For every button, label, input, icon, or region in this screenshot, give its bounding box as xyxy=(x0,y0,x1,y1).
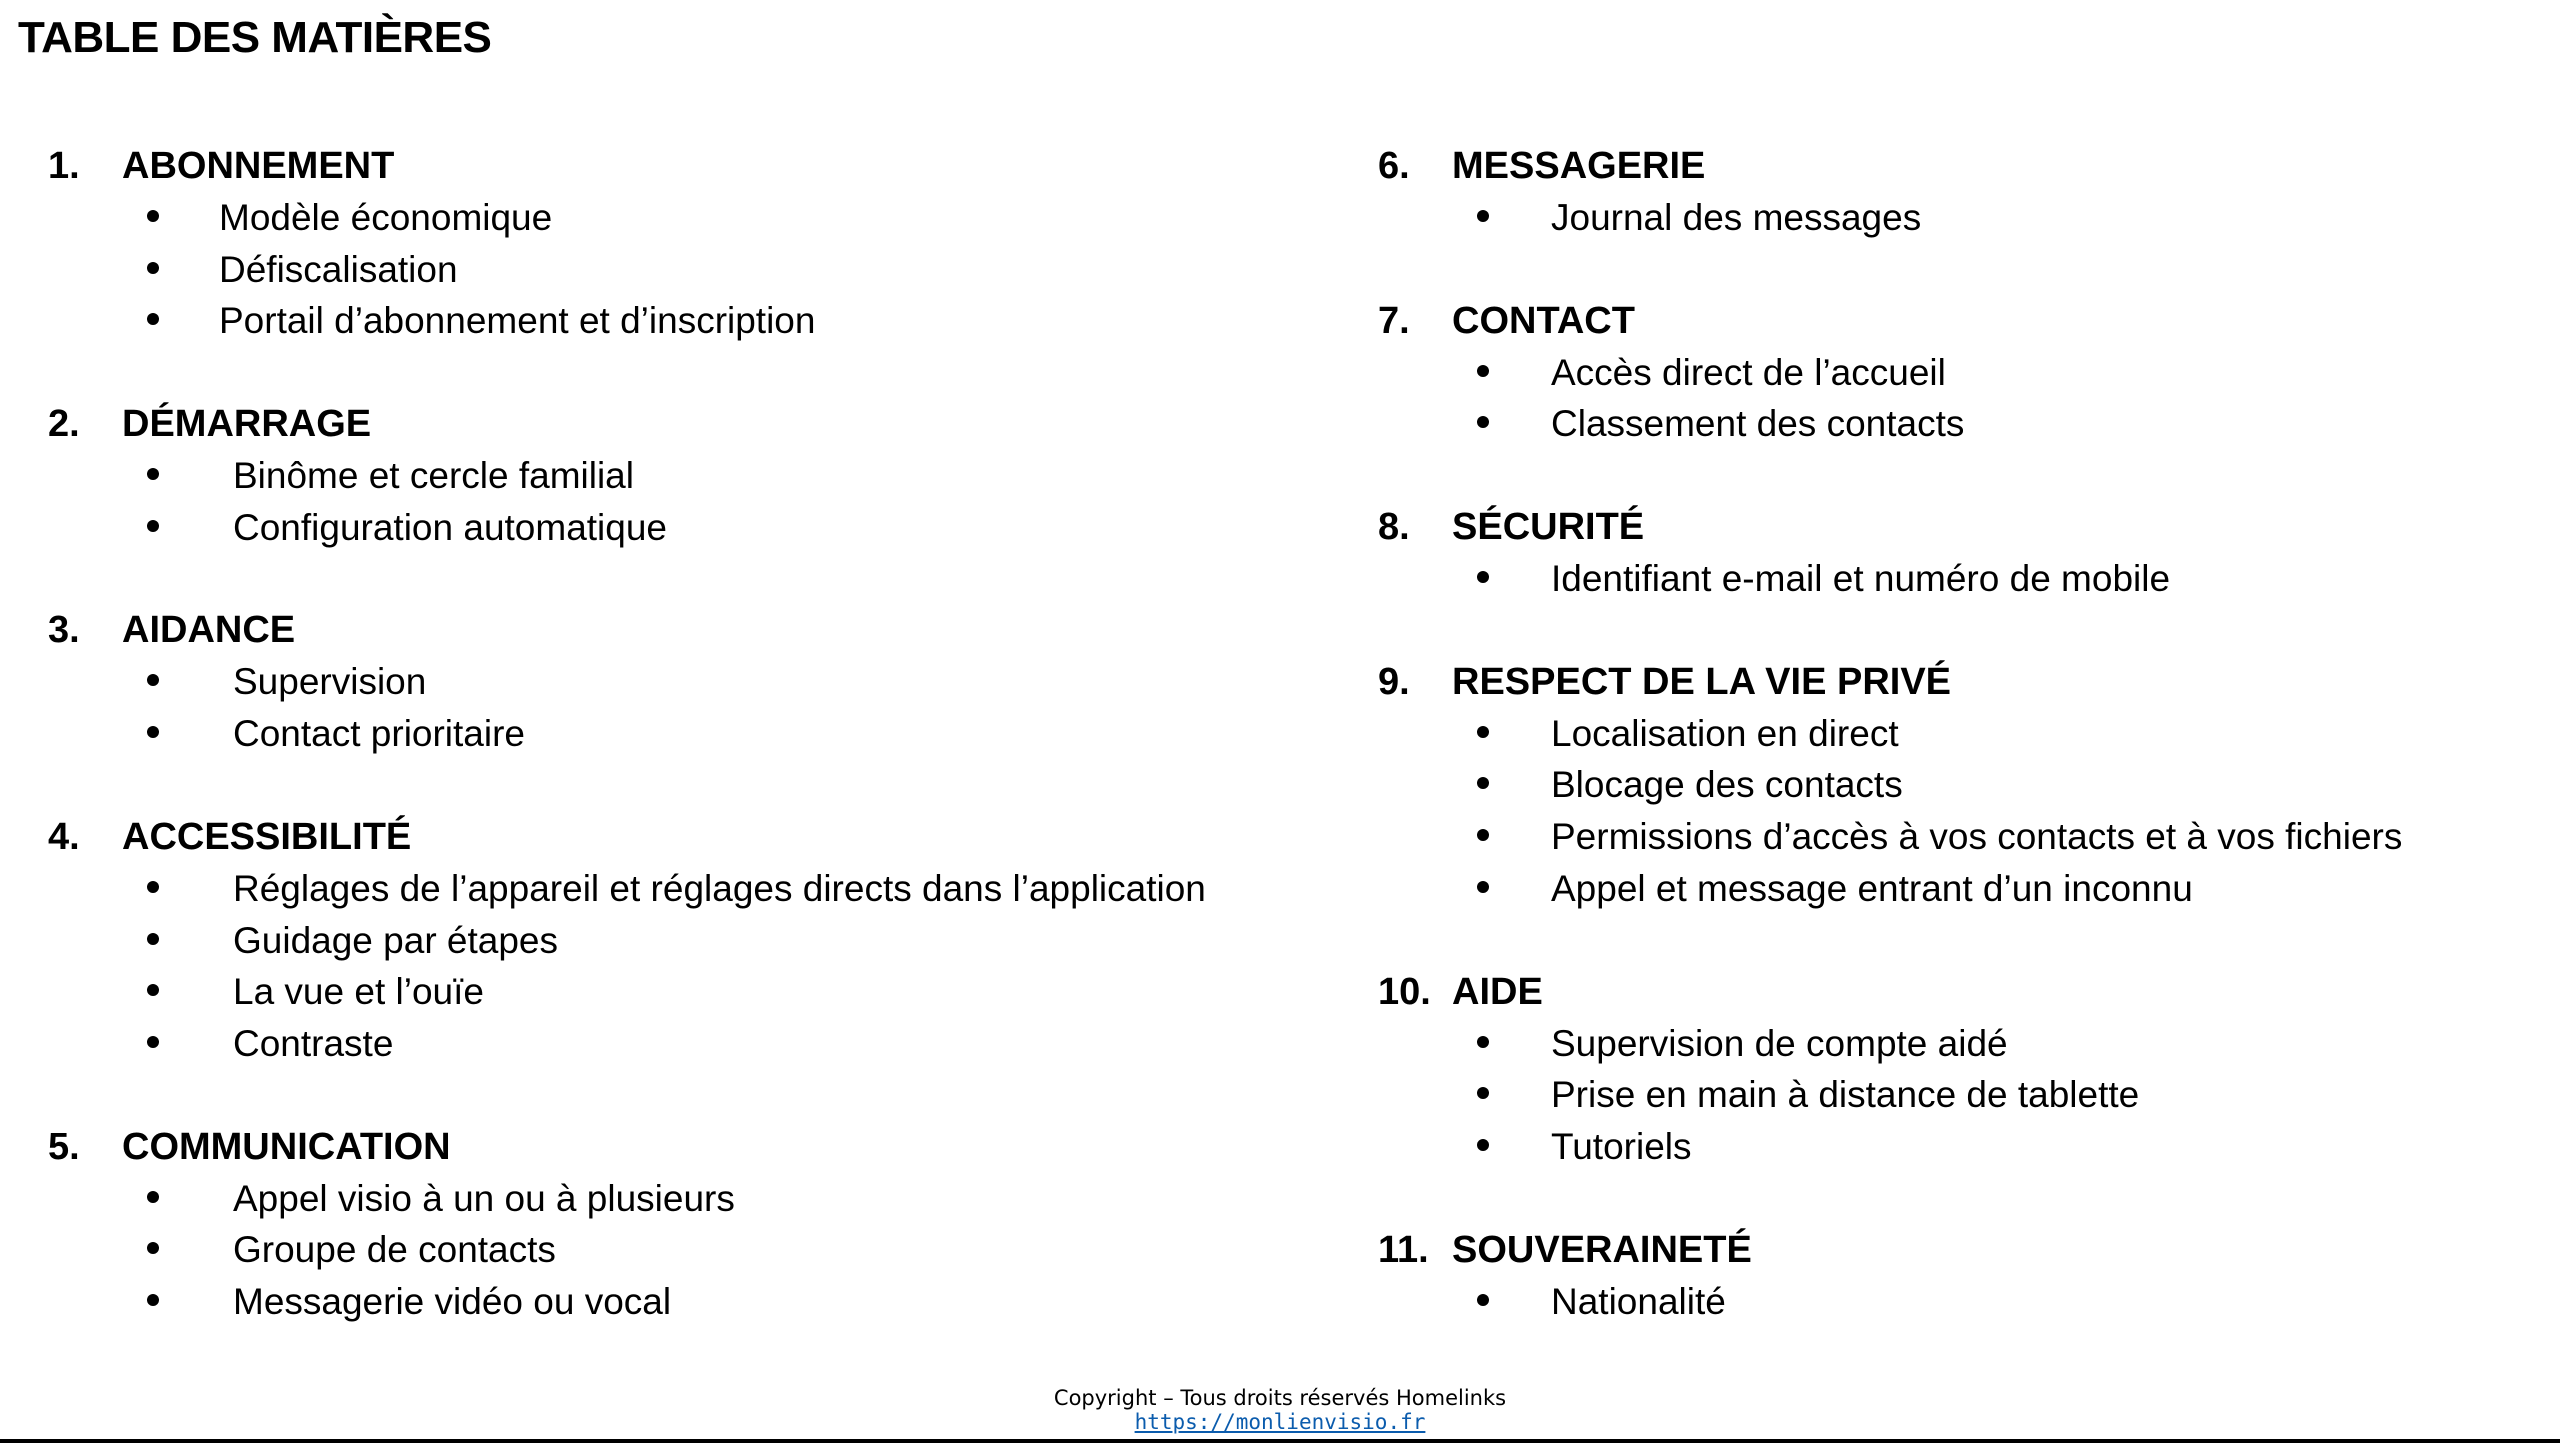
list-item-text: Accès direct de l’accueil xyxy=(1551,351,1946,393)
toc-section-vie-privee xyxy=(1378,656,2528,915)
toc-section-messagerie xyxy=(1378,140,2528,244)
section-label: CONTACT xyxy=(1452,299,1635,342)
section-label: COMMUNICATION xyxy=(122,1125,451,1168)
section-items xyxy=(1378,347,2528,450)
section-items xyxy=(1378,1276,2528,1328)
list-item xyxy=(1378,1276,2528,1328)
list-item-text: Modèle économique xyxy=(219,197,553,238)
section-number: 4. xyxy=(48,815,80,858)
list-item-text: Guidage par étapes xyxy=(233,919,559,961)
bullet-icon xyxy=(1477,416,1489,428)
bullet-icon xyxy=(147,674,159,686)
list-item-text: Nationalité xyxy=(1551,1280,1726,1322)
website-link[interactable]: https://monlienvisio.fr xyxy=(1134,1410,1426,1434)
list-item-text: Contraste xyxy=(233,1022,394,1064)
section-number: 3. xyxy=(48,609,80,652)
toc-section-aide xyxy=(1378,966,2528,1173)
section-label: SOUVERAINETÉ xyxy=(1452,1228,1752,1271)
list-item xyxy=(1378,1069,2528,1121)
list-item xyxy=(48,863,1338,915)
list-item xyxy=(48,915,1338,967)
list-item xyxy=(48,450,1338,502)
bullet-icon xyxy=(147,1294,159,1306)
bullet-icon xyxy=(1477,881,1489,893)
list-item-text: Supervision xyxy=(233,661,427,703)
list-item xyxy=(48,708,1338,760)
section-label: RESPECT DE LA VIE PRIVÉ xyxy=(1452,660,1952,703)
list-item-text: Localisation en direct xyxy=(1551,712,1899,754)
section-label: ABONNEMENT xyxy=(122,145,395,187)
list-item-text: Identifiant e-mail et numéro de mobile xyxy=(1551,558,2171,600)
list-item xyxy=(48,966,1338,1018)
section-label: AIDANCE xyxy=(122,609,296,652)
list-item xyxy=(1378,863,2528,915)
section-number: 2. xyxy=(48,403,80,446)
bottom-divider xyxy=(0,1439,2560,1443)
section-items xyxy=(1378,192,2528,244)
bullet-icon xyxy=(147,468,159,480)
list-item xyxy=(48,1276,1338,1328)
bullet-icon xyxy=(1477,571,1489,583)
list-item xyxy=(48,192,1338,244)
bullet-icon xyxy=(147,1191,159,1203)
section-items xyxy=(1378,553,2528,605)
toc-section-demarrage xyxy=(48,398,1338,553)
list-item-text: Appel visio à un ou à plusieurs xyxy=(233,1177,735,1219)
list-item-text: La vue et l’ouïe xyxy=(233,971,484,1013)
section-label: MESSAGERIE xyxy=(1452,145,1706,187)
section-items xyxy=(1378,1018,2528,1173)
section-number: 6. xyxy=(1378,145,1410,187)
bullet-icon xyxy=(1477,777,1489,789)
section-header xyxy=(1378,501,2528,553)
section-header xyxy=(1378,140,2528,192)
bullet-icon xyxy=(1477,726,1489,738)
section-label: DÉMARRAGE xyxy=(122,403,372,446)
list-item-text: Réglages de l’appareil et réglages directs dans l’application xyxy=(233,867,1206,909)
list-item xyxy=(1378,1121,2528,1173)
toc-right-column xyxy=(1378,140,2528,1378)
section-header xyxy=(1378,295,2528,347)
list-item-text: Supervision de compte aidé xyxy=(1551,1022,2008,1064)
section-number: 5. xyxy=(48,1125,80,1168)
toc-section-communication xyxy=(48,1121,1338,1328)
section-label: SÉCURITÉ xyxy=(1452,506,1645,549)
list-item-text: Configuration automatique xyxy=(233,506,668,548)
bullet-icon xyxy=(1477,829,1489,841)
bullet-icon xyxy=(1477,1087,1489,1099)
section-number: 11. xyxy=(1378,1228,1429,1271)
list-item xyxy=(48,1224,1338,1276)
bullet-icon xyxy=(147,984,159,996)
section-number: 7. xyxy=(1378,299,1410,342)
bullet-icon xyxy=(147,1242,159,1254)
list-item-text: Défiscalisation xyxy=(219,248,458,290)
bullet-icon xyxy=(147,881,159,893)
section-header xyxy=(48,140,1338,192)
list-item-text: Contact prioritaire xyxy=(233,713,526,755)
bullet-icon xyxy=(1477,365,1489,377)
list-item xyxy=(1378,1018,2528,1070)
section-header xyxy=(1378,656,2528,708)
toc-section-aidance xyxy=(48,604,1338,759)
list-item xyxy=(1378,759,2528,811)
section-items xyxy=(48,450,1338,553)
list-item-text: Binôme et cercle familial xyxy=(233,455,634,497)
toc-left-column xyxy=(48,140,1338,1379)
bullet-icon xyxy=(147,726,159,738)
bullet-icon xyxy=(1477,1139,1489,1151)
section-label: ACCESSIBILITÉ xyxy=(122,815,412,858)
section-header xyxy=(1378,1224,2528,1276)
section-items xyxy=(1378,708,2528,915)
section-label: AIDE xyxy=(1452,970,1543,1013)
section-header xyxy=(1378,966,2528,1018)
list-item xyxy=(1378,553,2528,605)
section-items xyxy=(48,656,1338,759)
toc-section-abonnement xyxy=(48,140,1338,347)
list-item-text: Groupe de contacts xyxy=(233,1229,556,1271)
bullet-icon xyxy=(147,210,159,222)
bullet-icon xyxy=(147,520,159,532)
list-item xyxy=(1378,708,2528,760)
list-item xyxy=(48,502,1338,554)
section-number: 1. xyxy=(48,145,80,187)
list-item xyxy=(1378,811,2528,863)
list-item xyxy=(1378,192,2528,244)
section-header xyxy=(48,604,1338,656)
bullet-icon xyxy=(1477,1036,1489,1048)
list-item-text: Journal des messages xyxy=(1551,197,1922,238)
list-item-text: Classement des contacts xyxy=(1551,403,1965,445)
bullet-icon xyxy=(1477,210,1489,222)
copyright-text: Copyright – Tous droits réservés Homelinks xyxy=(1053,1386,1507,1410)
list-item-text: Prise en main à distance de tablette xyxy=(1551,1074,2140,1116)
toc-section-contact xyxy=(1378,295,2528,450)
section-number: 8. xyxy=(1378,506,1410,549)
toc-section-securite xyxy=(1378,501,2528,605)
section-header xyxy=(48,811,1338,863)
page-title: TABLE DES MATIÈRES xyxy=(18,13,492,62)
toc-section-accessibilite xyxy=(48,811,1338,1070)
list-item-text: Messagerie vidéo ou vocal xyxy=(233,1280,672,1322)
footer xyxy=(0,1386,2560,1434)
bullet-icon xyxy=(147,933,159,945)
list-item xyxy=(1378,398,2528,450)
list-item xyxy=(48,656,1338,708)
section-items xyxy=(48,863,1338,1070)
list-item xyxy=(48,1173,1338,1225)
list-item xyxy=(1378,347,2528,399)
section-header xyxy=(48,398,1338,450)
section-header xyxy=(48,1121,1338,1173)
section-number: 10. xyxy=(1378,970,1431,1013)
bullet-icon xyxy=(1477,1294,1489,1306)
bullet-icon xyxy=(147,262,159,274)
section-number: 9. xyxy=(1378,660,1410,703)
list-item-text: Appel et message entrant d’un inconnu xyxy=(1551,867,2193,909)
list-item xyxy=(48,1018,1338,1070)
list-item xyxy=(48,295,1338,347)
bullet-icon xyxy=(147,313,159,325)
section-items xyxy=(48,1173,1338,1328)
list-item-text: Portail d’abonnement et d’inscription xyxy=(219,300,816,342)
list-item-text: Permissions d’accès à vos contacts et à vos fichiers xyxy=(1551,816,2403,858)
list-item xyxy=(48,244,1338,296)
bullet-icon xyxy=(147,1036,159,1048)
section-items xyxy=(48,192,1338,347)
list-item-text: Tutoriels xyxy=(1551,1125,1692,1167)
list-item-text: Blocage des contacts xyxy=(1551,764,1903,806)
toc-section-souverainete xyxy=(1378,1224,2528,1328)
